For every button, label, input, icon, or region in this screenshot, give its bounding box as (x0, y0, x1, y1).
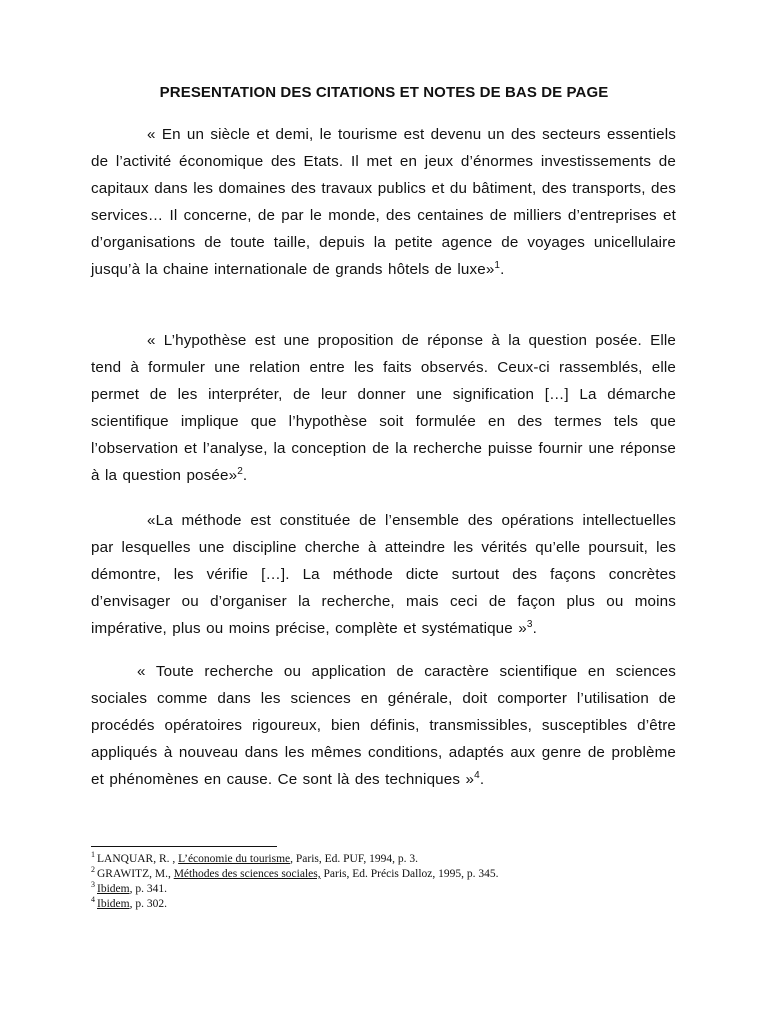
quote-end: . (532, 620, 537, 637)
footnote-number: 3 (91, 880, 95, 890)
footnote-author: LANQUAR, R. , (97, 853, 179, 865)
quote-end: . (242, 467, 248, 484)
footnote-author: GRAWITZ, M., (97, 868, 174, 880)
footnote-ref[interactable]: 3 (526, 618, 533, 630)
footnote-number: 2 (91, 865, 95, 875)
footnote-details: , Paris, Ed. PUF, 1994, p. 3. (290, 853, 418, 865)
footnote-ref[interactable]: 1 (494, 259, 501, 271)
footnote-4 (91, 897, 691, 912)
footnote-title: Ibidem (97, 883, 130, 895)
footnote-title: L’économie du tourisme (178, 853, 291, 865)
footnote-details: Paris, Ed. Précis Dalloz, 1995, p. 345. (320, 868, 499, 880)
footnote-title: Méthodes des sciences sociales, (173, 868, 321, 880)
quote-end: . (500, 261, 505, 278)
quote-text: « Toute recherche ou application de caractère scientifique en sciences sociales comme dans les sciences en générale, doit comporter l’utilisation de procédés opératoires rigoureux, bien définis, transmissibles, susceptibles d’être appliqués à nouveau dans les mêmes conditions, adaptés aux genre de problème et phénomènes en cause. Ce sont là des techniques » (91, 663, 676, 788)
footnote-2 (91, 867, 691, 882)
quote-text: «La méthode est constituée de l’ensemble des opérations intellectuelles par lesquelles une discipline cherche à atteindre les vérités qu’elle poursuit, les démontre, les vérifie […]. La méthode dicte surtout des façons concrètes d’envisager ou d’organiser la recherche, mais ceci de façon plus ou moins impérative, plus ou moins précise, complète et systématique » (91, 512, 676, 637)
footnote-1 (91, 852, 691, 867)
footnotes (91, 852, 691, 912)
footnote-3 (91, 882, 691, 897)
quote-paragraph-2 (91, 327, 676, 489)
quote-paragraph-3 (91, 507, 676, 642)
footnote-ref[interactable]: 4 (474, 769, 480, 781)
page-title: PRESENTATION DES CITATIONS ET NOTES DE BAS DE PAGE (159, 84, 609, 101)
quote-paragraph-4 (91, 658, 676, 793)
footnote-number: 4 (91, 895, 95, 905)
footnote-number: 1 (91, 850, 95, 860)
footnote-title: Ibidem (97, 898, 130, 910)
quote-text: « L’hypothèse est une proposition de réponse à la question posée. Elle tend à formuler une relation entre les faits observés. Ceux-ci rassemblés, elle permet de les interpréter, de leur donner une signification […] La démarche scientifique implique que l’hypothèse soit formulée en des termes tels que l’observation et l’analyse, la conception de la recherche puisse fournir une réponse à la question posée» (91, 332, 676, 484)
footnote-ref[interactable]: 2 (237, 465, 243, 477)
footnote-details: , p. 302. (129, 898, 167, 910)
footnote-separator (91, 846, 277, 847)
footnote-details: , p. 341. (129, 883, 167, 895)
quote-paragraph-1 (91, 121, 676, 283)
quote-text: « En un siècle et demi, le tourisme est devenu un des secteurs essentiels de l’activité économique des Etats. Il met en jeux d’énormes investissements de capitaux dans les domaines des travaux publics et du bâtiment, des transports, des services… Il concerne, de par le monde, des centaines de milliers d’entreprises et d’organisations de toute taille, depuis la petite agence de voyages unicellulaire jusqu’à la chaine internationale de grands hôtels de luxe» (91, 126, 676, 278)
quote-end: . (479, 771, 485, 788)
